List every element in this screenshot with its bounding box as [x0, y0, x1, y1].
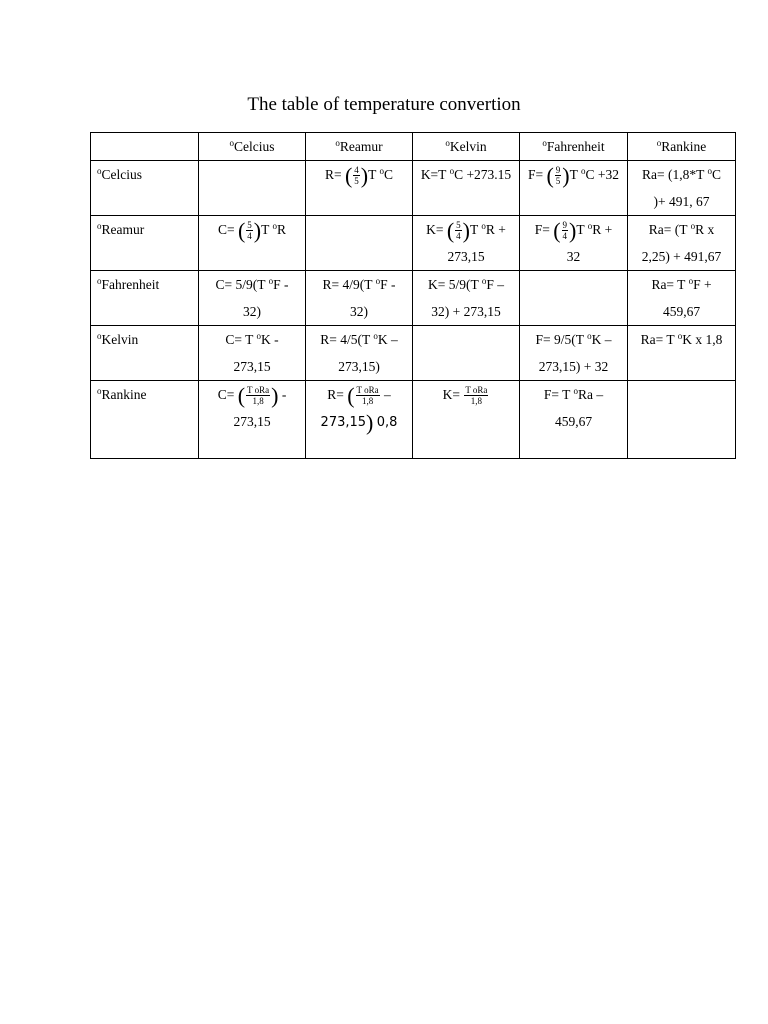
header-corner	[91, 133, 199, 161]
cell-kelvin-to-rankine: Ra= T $^o$K x 1,8	[628, 326, 736, 381]
row-celcius	[91, 161, 736, 216]
header-reamur: $^o$Reamur	[306, 133, 413, 161]
cell-reamur-to-kelvin: K= ( $\frac{5}{4}$ )T $^o$R + 273,15	[413, 216, 520, 271]
cell-rankine-to-rankine	[628, 381, 736, 459]
cell-reamur-to-rankine: Ra= (T $^o$R x 2,25) + 491,67	[628, 216, 736, 271]
row-fahrenheit	[91, 271, 736, 326]
cell-fahrenheit-to-celcius: C= 5/9(T $^o$F - 32)	[199, 271, 306, 326]
row-label-fahrenheit: $^o$Fahrenheit	[91, 271, 199, 326]
cell-celcius-to-rankine: Ra= (1,8*T $^o$C )+ 491, 67	[628, 161, 736, 216]
header-rankine: $^o$Rankine	[628, 133, 736, 161]
cell-reamur-to-reamur	[306, 216, 413, 271]
row-kelvin	[91, 326, 736, 381]
row-label-rankine: $^o$Rankine	[91, 381, 199, 459]
cell-celcius-to-kelvin: K=T $^o$C +273.15	[413, 161, 520, 216]
page-title: The table of temperature convertion	[247, 94, 521, 115]
cell-rankine-to-celcius: C= ( $\frac{\text{T oRa}}{1,8}$ ) - 273,15	[199, 381, 306, 459]
cell-rankine-to-fahrenheit: F= T $^o$Ra – 459,67	[520, 381, 628, 459]
row-rankine	[91, 381, 736, 459]
cell-celcius-to-reamur: R= ( $\frac{4}{5}$ )T $^o$C	[306, 161, 413, 216]
row-label-celcius: $^o$Celcius	[91, 161, 199, 216]
cell-fahrenheit-to-reamur: R= 4/9(T $^o$F - 32)	[306, 271, 413, 326]
header-row	[91, 133, 736, 161]
row-reamur	[91, 216, 736, 271]
conversion-table	[90, 132, 736, 459]
cell-rankine-to-reamur: R= ( $\frac{\text{T oRa}}{1,8}$ – 273,15) 0,8	[306, 381, 413, 459]
cell-celcius-to-fahrenheit: F= ( $\frac{9}{5}$ )T $^o$C +32	[520, 161, 628, 216]
header-kelvin: $^o$Kelvin	[413, 133, 520, 161]
cell-fahrenheit-to-rankine: Ra= T $^o$F + 459,67	[628, 271, 736, 326]
cell-reamur-to-fahrenheit: F= ( $\frac{9}{4}$ )T $^o$R + 32	[520, 216, 628, 271]
row-label-reamur: $^o$Reamur	[91, 216, 199, 271]
cell-fahrenheit-to-kelvin: K= 5/9(T $^o$F – 32) + 273,15	[413, 271, 520, 326]
cell-reamur-to-celcius: C= ( $\frac{5}{4}$ )T $^o$R	[199, 216, 306, 271]
cell-kelvin-to-reamur: R= 4/5(T $^o$K – 273,15)	[306, 326, 413, 381]
cell-celcius-to-celcius	[199, 161, 306, 216]
header-celcius: $^o$Celcius	[199, 133, 306, 161]
header-fahrenheit: $^o$Fahrenheit	[520, 133, 628, 161]
cell-rankine-to-kelvin: K= $\frac{\text{T oRa}}{1,8}$	[413, 381, 520, 459]
cell-kelvin-to-fahrenheit: F= 9/5(T $^o$K – 273,15) + 32	[520, 326, 628, 381]
cell-fahrenheit-to-fahrenheit	[520, 271, 628, 326]
row-label-kelvin: $^o$Kelvin	[91, 326, 199, 381]
cell-kelvin-to-celcius: C= T $^o$K - 273,15	[199, 326, 306, 381]
cell-kelvin-to-kelvin	[413, 326, 520, 381]
